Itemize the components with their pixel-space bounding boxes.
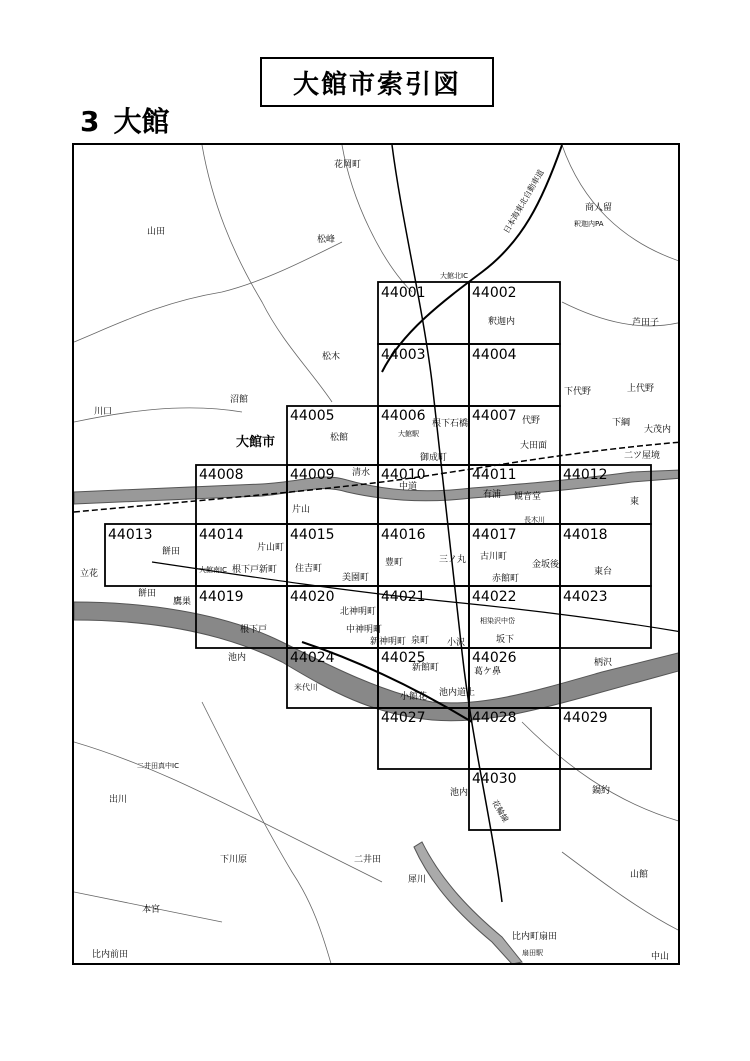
place-label: 花岡町 — [334, 160, 362, 170]
place-label: 鍋約 — [592, 786, 611, 796]
place-label: 二井田真中IC — [137, 762, 179, 770]
place-label: 豊町 — [385, 558, 404, 568]
grid-label-44023: 44023 — [563, 589, 608, 605]
place-label: 大館駅 — [398, 430, 419, 438]
south-river — [414, 842, 522, 964]
place-label: 大茂内 — [644, 425, 672, 435]
place-label: 大館北IC — [440, 272, 468, 280]
map-canvas — [74, 145, 680, 965]
place-label: 餅田 — [162, 547, 181, 557]
place-label: 坂下 — [496, 635, 515, 645]
grid-label-44027: 44027 — [381, 710, 426, 726]
grid-label-44021: 44021 — [381, 589, 426, 605]
section-label — [80, 100, 170, 140]
place-label: 下川原 — [220, 855, 248, 865]
grid-label-44028: 44028 — [472, 710, 517, 726]
grid-label-44009: 44009 — [290, 467, 335, 483]
place-label: 立花 — [80, 569, 99, 579]
place-label: 釈迦内PA — [574, 220, 604, 228]
grid-label-44015: 44015 — [290, 527, 335, 543]
place-label: 根下戸新町 — [232, 565, 278, 575]
grid-label-44020: 44020 — [290, 589, 335, 605]
place-label: 日本海東北自動車道 — [501, 168, 546, 235]
grid-label-44022: 44022 — [472, 589, 517, 605]
place-label: 沼館 — [230, 395, 249, 405]
place-label: 二ツ屋境 — [624, 451, 661, 461]
place-label: 赤館町 — [492, 574, 520, 584]
place-label: 山館 — [630, 870, 649, 880]
place-label: 釈迦内 — [488, 317, 516, 327]
place-label: 本宮 — [142, 905, 161, 915]
place-label: 御成町 — [420, 453, 448, 463]
place-label: 松木 — [322, 352, 341, 362]
place-label: 東台 — [594, 567, 613, 577]
place-label: 住吉町 — [295, 564, 323, 574]
index-map — [72, 143, 680, 965]
place-label: 大館南IC — [199, 566, 227, 574]
place-label: 片山町 — [257, 543, 285, 553]
grid-labels — [108, 285, 608, 787]
place-label: 池内道上 — [439, 688, 476, 698]
yoneshiro-river — [74, 602, 680, 721]
place-label: 池内 — [450, 788, 469, 798]
grid-label-44025: 44025 — [381, 650, 426, 666]
place-label: 代野 — [522, 416, 541, 426]
place-label: 川口 — [94, 407, 113, 417]
place-label: 池内 — [228, 653, 247, 663]
grid-label-44012: 44012 — [563, 467, 608, 483]
grid-label-44018: 44018 — [563, 527, 608, 543]
grid-label-44030: 44030 — [472, 771, 517, 787]
place-label: 比内町扇田 — [512, 932, 558, 942]
grid-label-44029: 44029 — [563, 710, 608, 726]
place-label: 扇田駅 — [522, 949, 543, 957]
grid-label-44011: 44011 — [472, 467, 517, 483]
place-label: 松館 — [330, 433, 349, 443]
page-title: 大館市索引図 — [260, 57, 494, 107]
place-label: 泉町 — [411, 636, 430, 646]
place-label: 根下石橋 — [432, 419, 469, 429]
grid-label-44016: 44016 — [381, 527, 426, 543]
place-label: 柄沢 — [594, 658, 613, 668]
place-label: 比内前田 — [92, 950, 129, 960]
place-label: 美園町 — [342, 573, 370, 583]
grid-label-44004: 44004 — [472, 347, 517, 363]
grid-label-44010: 44010 — [381, 467, 426, 483]
place-label: 新館町 — [412, 663, 440, 673]
grid-label-44024: 44024 — [290, 650, 335, 666]
place-label: 上代野 — [627, 384, 655, 394]
grid-label-44006: 44006 — [381, 408, 426, 424]
place-label: 清水 — [352, 468, 371, 478]
place-label: 米代川 — [294, 683, 318, 692]
grid-label-44017: 44017 — [472, 527, 517, 543]
place-label: 芦田子 — [632, 318, 660, 328]
place-label: 中道 — [399, 482, 418, 492]
place-label: 古川町 — [480, 552, 508, 562]
place-label: 新神明町 — [370, 637, 407, 647]
place-label: 三ノ丸 — [439, 555, 467, 565]
place-label: 金坂後 — [532, 560, 560, 570]
place-label: 犀川 — [408, 875, 427, 885]
grid-label-44026: 44026 — [472, 650, 517, 666]
grid-label-44013: 44013 — [108, 527, 153, 543]
place-label: 下綱 — [612, 418, 631, 428]
place-label: 根下戸 — [240, 625, 268, 635]
grid-label-44007: 44007 — [472, 408, 517, 424]
place-label: 大田面 — [520, 441, 548, 451]
place-label: 花輪線 — [490, 798, 511, 824]
place-label: 商人留 — [585, 203, 613, 213]
place-label: 中神明町 — [346, 625, 383, 635]
section-number: 3 — [80, 105, 100, 138]
place-label: 山田 — [147, 227, 166, 237]
place-label: 片山 — [292, 505, 311, 515]
place-label: 観音堂 — [514, 492, 542, 502]
place-label: 出川 — [109, 795, 128, 805]
place-label: 中山 — [651, 952, 670, 962]
place-label: 北神明町 — [340, 607, 377, 617]
grid-label-44019: 44019 — [199, 589, 244, 605]
place-label: 餅田 — [138, 589, 157, 599]
grid-label-44003: 44003 — [381, 347, 426, 363]
place-label: 葛ケ鼻 — [474, 667, 502, 677]
place-label: 小沢 — [447, 638, 466, 648]
grid-label-44008: 44008 — [199, 467, 244, 483]
place-label: 大館市 — [236, 435, 276, 450]
place-label: 松峰 — [317, 235, 336, 245]
place-label: 下代野 — [564, 387, 592, 397]
grid-label-44014: 44014 — [199, 527, 244, 543]
grid-label-44001: 44001 — [381, 285, 426, 301]
place-label: 有浦 — [483, 490, 502, 500]
section-name: 大館 — [113, 105, 170, 138]
place-label: 相染沢中岱 — [480, 617, 515, 625]
place-label: 東 — [630, 497, 640, 507]
place-labels — [80, 158, 671, 962]
grid-label-44002: 44002 — [472, 285, 517, 301]
place-label: 鷹巣 — [173, 597, 192, 607]
place-label: 小館花 — [400, 692, 428, 702]
place-label: 二井田 — [354, 855, 382, 865]
grid-rectangles — [105, 282, 651, 830]
place-label: 長木川 — [524, 516, 545, 524]
grid-label-44005: 44005 — [290, 408, 335, 424]
